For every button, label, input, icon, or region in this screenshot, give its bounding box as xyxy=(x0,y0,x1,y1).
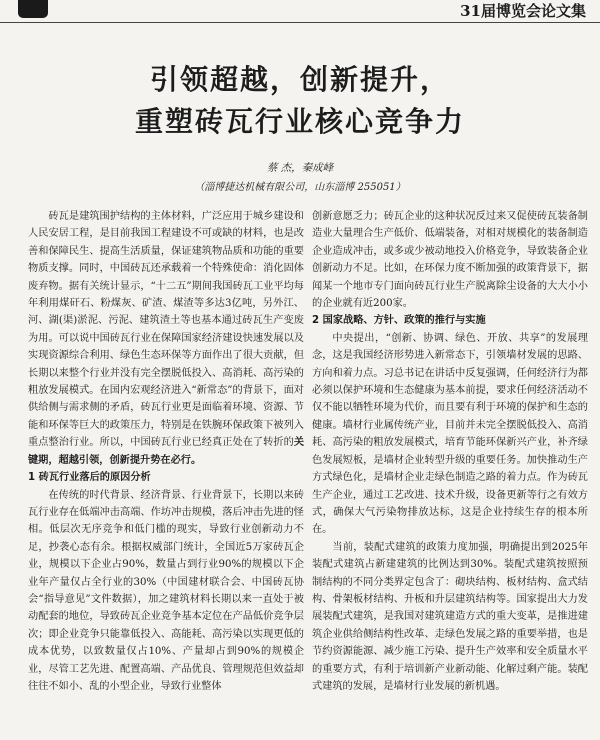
right-column xyxy=(312,208,588,738)
article-affiliation: （淄博捷达机械有限公司，山东淄博 255051） xyxy=(194,182,406,193)
paragraph-text: 砖瓦是建筑围护结构的主体材料，广泛应用于城乡建设和人民安居工程，是目前我国工程建设不可或缺的材料，也是改善和保障民生、提高生活质量，保证建筑物品质和功能的重要物质支撑。同时，中国砖瓦还承载着一个特殊使命：消化固体废弃物。据有关统计显示，“十二五”期间我国砖瓦工业平均每年利用煤矸石、粉煤灰、矿渣、煤渣等多达3亿吨，另外江、河、湖(渠)淤泥、污泥、建筑渣土等也基本通过砖瓦生产变废为用。可以说中国砖瓦行业在保障国家经济建设快速发展以及实现资源综合利用、绿色生态环保等方面作出了很大贡献，但长期以来整个行业并没有完全摆脱低投入、高消耗、高污染的粗放发展模式。在国内宏观经济进入“新常态”的背景下，面对供给侧与需求侧的矛盾，砖瓦行业更是面临着环境、资源、节能和环保等巨大的政策压力，特别是在铁腕环保政策下被列入重点整治行业。所以，中国砖瓦行业已经真正处在了转折的 xyxy=(28,211,304,449)
body-paragraph: 创新意愿乏力；砖瓦企业的这种状况反过来又促使砖瓦装备制造业大量理合生产低价、低端装备，对相对规模化的装备制造企业造成冲击，或多或少被动地投入价格竞争，导致装备企业创新动力不足。比如，在环保力度不断加强的政策背景下，据闻某一个地市专门面向砖瓦行业生产脱离除尘设备的大大小小的企业就有近200家。 xyxy=(312,211,588,310)
header-marker xyxy=(18,0,48,18)
article-title-line-1: 引领超越，创新提升， xyxy=(149,63,450,96)
section-heading-2: 2 国家战略、方针、政策的推行与实施 xyxy=(312,315,486,327)
left-column xyxy=(28,208,304,738)
body-paragraph xyxy=(28,208,304,469)
body-paragraph: 在传统的时代背景、经济背景、行业背景下，长期以来砖瓦行业存在低端冲击高端、作坊冲击规模，落后冲击先进的怪相。低层次无序竞争和低门槛的现实，导致行业创新动力不足，抄袭心态有余。根据权威部门统计，全国近5万家砖瓦企业，规模以下企业占90%，数量占到行业90%的规模以下企业年产量仅占全行业的30%（中国建材联合会、中国砖瓦协会“指导意见”文件数据），加之建筑材料长期以来一直处于被动配套的地位，导致砖瓦企业竞争基本定位在产品低价竞争层次；即企业竞争只能靠低投入、高能耗、高污染以实现更低的成本优势，以致数量仅占10%、产量却占到90%的规模企业，尽管工艺先进、配置高端、产品优良、管理规范但效益却往往不如小、乱的小型企业，导致行业整体 xyxy=(28,489,304,692)
section-heading-1: 1 砖瓦行业落后的原因分析 xyxy=(28,472,151,484)
running-header xyxy=(0,0,600,23)
proceedings-label: 31届博览会论文集 xyxy=(460,2,586,20)
body-paragraph: 中央提出，“创新、协调、绿色、开放、共享”的发展理念，这是我国经济形势进入新常态下，引领墙材发展的思路、方向和着力点。习总书记在讲话中反复强调，任何经济行为都必须以保护环境和生态健康为基本前提，要求任何经济活动不仅不能以牺牲环境为代价，而且要有利于环境的保护和生态的健康。墙材行业属传统产业，目前并未完全摆脱低投入、高消耗、高污染的粗放发展模式，培育节能环保新兴产业，补齐绿色发展短板，是墙材企业转型升级的重要任务。加快推动生产方式绿色化，是墙材企业走绿色制造之路的着力点。作为砖瓦生产企业，通过工艺改进、技术升级，设备更新等行之有效方式，确保大气污染物排放达标，这是企业持续生存的根本所在。 xyxy=(312,332,588,536)
article-authors: 蔡 杰，秦成峰 xyxy=(266,162,334,174)
body-paragraph: 当前，装配式建筑的政策力度加强，明确提出到2025年装配式建筑占新建建筑的比例达到30%。装配式建筑按照预制结构的不同分类界定包含了：砌块结构、板材结构、盒式结构、骨架板材结构、升板和升层建筑结构等。国家提出大力发展装配式建筑，是我国对建筑建造方式的重大变革，是推进建筑企业供给侧结构性改革、走绿色发展之路的重要举措，也是节约资源能源、减少施工污染、提升生产效率和安全质量水平的重要方式，有利于培训新产业新动能、化解过剩产能。装配式建筑的发展，是墙材行业发展的新机遇。 xyxy=(312,541,588,692)
article-title-line-2: 重塑砖瓦行业核心竞争力 xyxy=(134,105,465,138)
paragraph-emphasis: 关键期，超越引领，创新提升势在必行。 xyxy=(28,436,304,466)
